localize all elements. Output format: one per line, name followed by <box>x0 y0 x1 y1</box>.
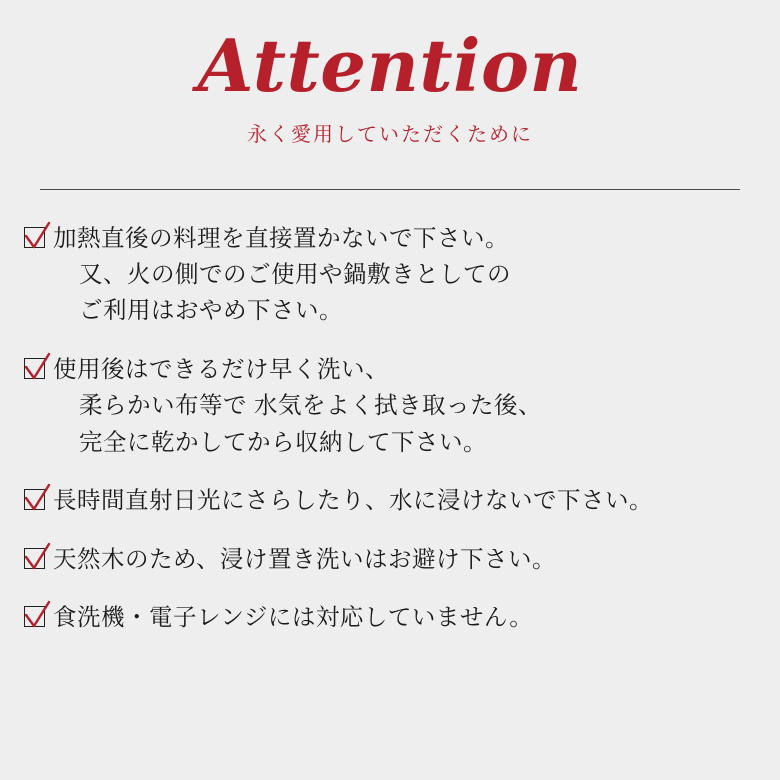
note-line: ご利用はおやめ下さい。 <box>79 297 343 324</box>
checked-checkbox-icon <box>24 227 45 248</box>
checked-checkbox-icon <box>24 489 45 510</box>
notes-list <box>0 220 780 636</box>
page-header <box>0 0 780 147</box>
note-line: 長時間直射日光にさらしたり、水に浸けないで下さい。 <box>53 487 653 514</box>
note-line: 天然木のため、浸け置き洗いはお避け下さい。 <box>53 545 557 572</box>
checked-checkbox-icon <box>24 358 45 379</box>
note-line: 食洗機・電子レンジには対応していません。 <box>53 603 534 630</box>
page-title: Attention <box>197 23 583 108</box>
note-line: 又、火の側でのご使用や鍋敷きとしての <box>79 261 511 288</box>
list-item <box>24 351 760 460</box>
header-divider <box>40 189 740 190</box>
list-item <box>24 220 760 329</box>
note-line: 加熱直後の料理を直接置かないで下さい。 <box>53 224 509 251</box>
note-line: 使用後はできるだけ早く洗い、 <box>53 355 389 382</box>
list-item-text <box>53 220 760 329</box>
list-item-text <box>53 482 760 518</box>
list-item <box>24 482 760 518</box>
note-line: 完全に乾かしてから収納して下さい。 <box>79 428 487 455</box>
list-item-text <box>53 599 760 635</box>
note-line: 柔らかい布等で 水気をよく拭き取った後、 <box>79 392 543 419</box>
page-subtitle: 永く愛用していただくために <box>247 123 533 146</box>
list-item-text <box>53 351 760 460</box>
checked-checkbox-icon <box>24 548 45 569</box>
list-item <box>24 541 760 577</box>
list-item-text <box>53 541 760 577</box>
list-item <box>24 599 760 635</box>
checked-checkbox-icon <box>24 606 45 627</box>
